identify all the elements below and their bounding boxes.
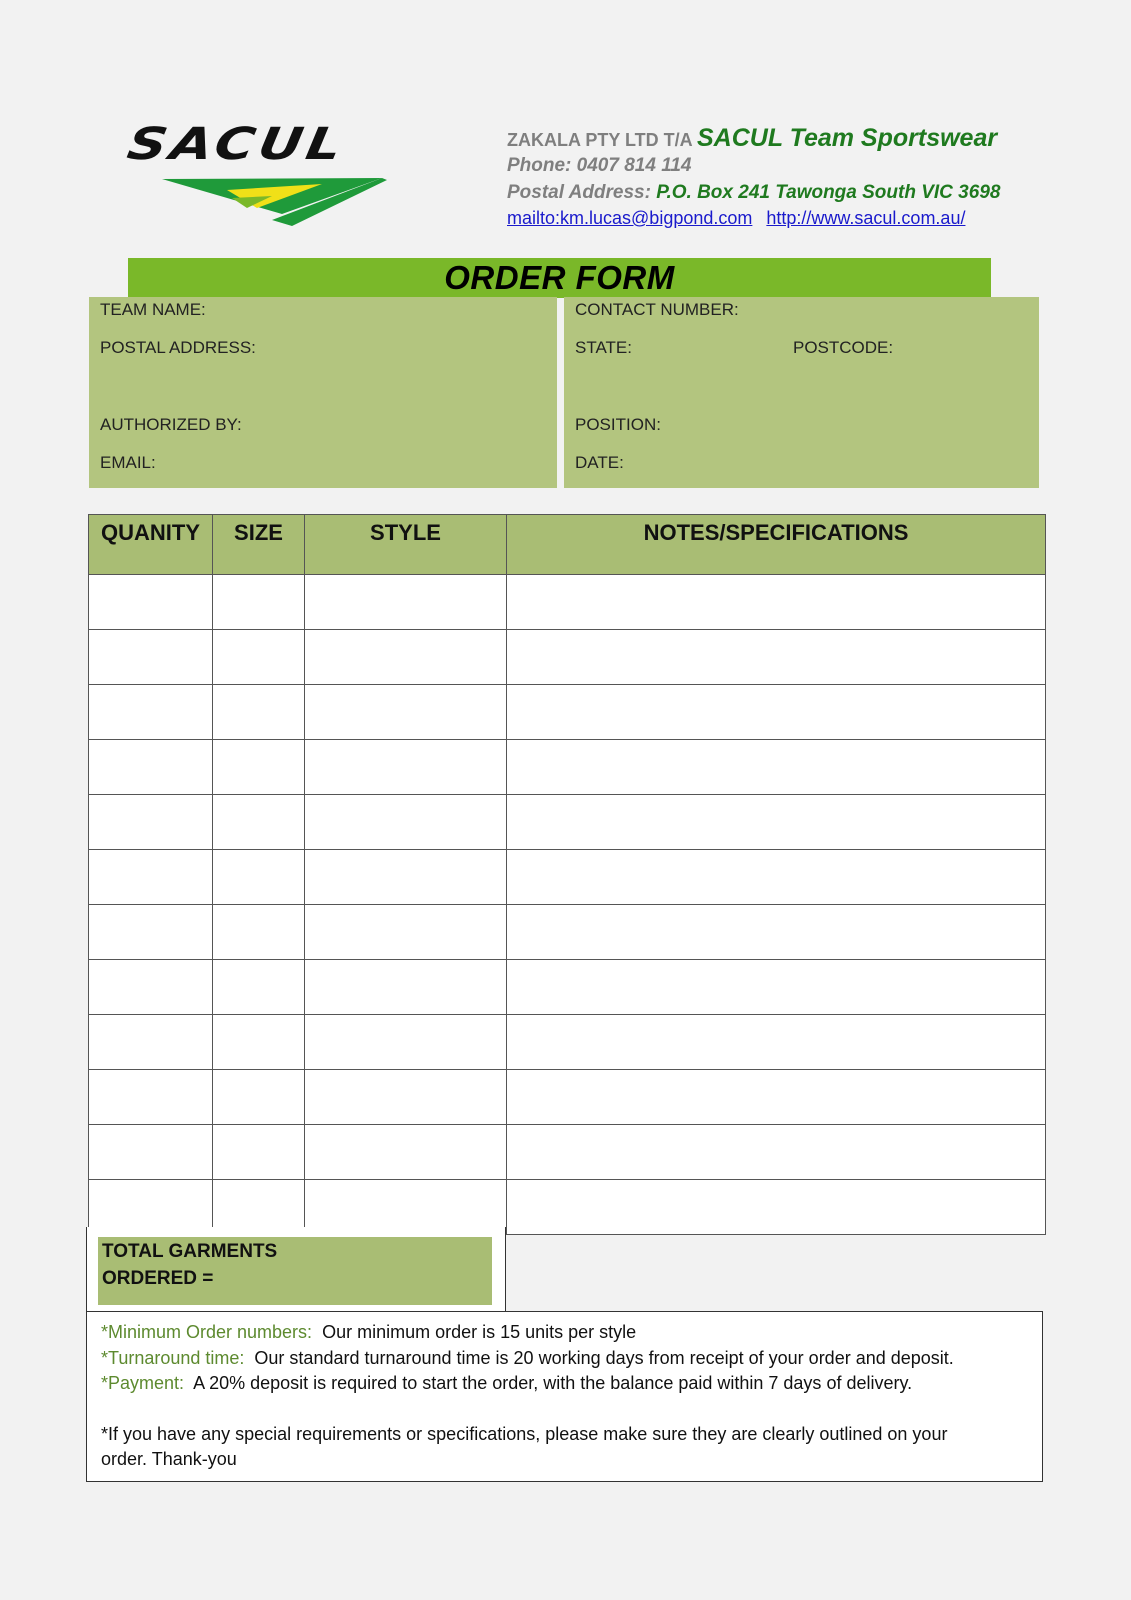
- cell-style[interactable]: [305, 575, 507, 630]
- website-link[interactable]: http://www.sacul.com.au/: [766, 208, 966, 228]
- table-row: [89, 1125, 1046, 1180]
- table-row: [89, 795, 1046, 850]
- cell-size[interactable]: [213, 1015, 305, 1070]
- cell-style[interactable]: [305, 630, 507, 685]
- cell-size[interactable]: [213, 740, 305, 795]
- state-field[interactable]: STATE:: [575, 338, 632, 357]
- cell-style[interactable]: [305, 905, 507, 960]
- logo-wordmark: SACUL: [123, 117, 350, 170]
- cell-notes[interactable]: [507, 575, 1046, 630]
- note-payment-text: A 20% deposit is required to start the order, with the balance paid within 7 days of delivery.: [193, 1373, 913, 1393]
- cell-size[interactable]: [213, 1070, 305, 1125]
- company-phone: Phone: 0407 814 114: [507, 155, 692, 176]
- cell-size[interactable]: [213, 960, 305, 1015]
- note-payment: [101, 1373, 912, 1394]
- cell-style[interactable]: [305, 1070, 507, 1125]
- cell-style[interactable]: [305, 960, 507, 1015]
- table-row: [89, 575, 1046, 630]
- cell-notes[interactable]: [507, 1015, 1046, 1070]
- cell-quantity[interactable]: [89, 960, 213, 1015]
- cell-quantity[interactable]: [89, 905, 213, 960]
- header-style: STYLE: [305, 515, 507, 575]
- cell-size[interactable]: [213, 795, 305, 850]
- cell-notes[interactable]: [507, 795, 1046, 850]
- company-name-line: [507, 124, 1107, 153]
- note-turnaround-text: Our standard turnaround time is 20 working days from receipt of your order and deposit.: [254, 1348, 954, 1368]
- email-link[interactable]: mailto:km.lucas@bigpond.com: [507, 208, 753, 228]
- date-field[interactable]: DATE:: [575, 453, 624, 472]
- table-row: [89, 960, 1046, 1015]
- note-payment-label: *Payment:: [101, 1373, 185, 1393]
- table-row: [89, 685, 1046, 740]
- team-name-field[interactable]: TEAM NAME:: [100, 300, 206, 319]
- cell-notes[interactable]: [507, 685, 1046, 740]
- cell-notes[interactable]: [507, 740, 1046, 795]
- email-field[interactable]: EMAIL:: [100, 453, 156, 472]
- cell-quantity[interactable]: [89, 575, 213, 630]
- cell-size[interactable]: [213, 575, 305, 630]
- position-field[interactable]: POSITION:: [575, 415, 661, 434]
- cell-notes[interactable]: [507, 1180, 1046, 1235]
- cell-quantity[interactable]: [89, 1125, 213, 1180]
- table-row: [89, 740, 1046, 795]
- note-minimum-label: *Minimum Order numbers:: [101, 1322, 313, 1342]
- table-row: [89, 1015, 1046, 1070]
- order-notes: [86, 1311, 1043, 1482]
- cell-style[interactable]: [305, 850, 507, 905]
- company-info: [507, 124, 1107, 229]
- note-turnaround-label: *Turnaround time:: [101, 1348, 245, 1368]
- total-label-line2: ORDERED =: [102, 1268, 214, 1289]
- postal-address-field[interactable]: POSTAL ADDRESS:: [100, 338, 256, 357]
- note-minimum: [101, 1322, 636, 1343]
- cell-size[interactable]: [213, 1125, 305, 1180]
- cell-quantity[interactable]: [89, 850, 213, 905]
- cell-notes[interactable]: [507, 960, 1046, 1015]
- logo-swoosh-icon: [132, 174, 444, 234]
- total-garments-field[interactable]: [98, 1237, 492, 1305]
- order-form-title: ORDER FORM: [128, 258, 991, 298]
- cell-style[interactable]: [305, 1015, 507, 1070]
- total-box: [86, 1227, 506, 1312]
- customer-info-panel: [89, 297, 557, 488]
- cell-notes[interactable]: [507, 905, 1046, 960]
- cell-size[interactable]: [213, 685, 305, 740]
- cell-quantity[interactable]: [89, 1015, 213, 1070]
- postal-value: P.O. Box 241 Tawonga South VIC 3698: [656, 182, 1001, 203]
- cell-style[interactable]: [305, 685, 507, 740]
- cell-size[interactable]: [213, 905, 305, 960]
- table-row: [89, 850, 1046, 905]
- company-brand: SACUL Team Sportswear: [697, 124, 998, 152]
- company-links: [507, 208, 1107, 229]
- cell-style[interactable]: [305, 740, 507, 795]
- postcode-field[interactable]: POSTCODE:: [793, 338, 894, 357]
- cell-size[interactable]: [213, 850, 305, 905]
- note-special-line2: order. Thank-you: [101, 1449, 237, 1469]
- cell-style[interactable]: [305, 1125, 507, 1180]
- contact-info-panel: [564, 297, 1039, 488]
- total-label-line1: TOTAL GARMENTS: [102, 1241, 278, 1262]
- cell-notes[interactable]: [507, 1125, 1046, 1180]
- cell-style[interactable]: [305, 795, 507, 850]
- table-header-row: [89, 515, 1046, 575]
- cell-notes[interactable]: [507, 630, 1046, 685]
- company-prefix: ZAKALA PTY LTD T/A: [507, 130, 692, 150]
- postal-label: Postal Address:: [507, 182, 651, 203]
- cell-quantity[interactable]: [89, 1070, 213, 1125]
- note-special-line1: *If you have any special requirements or specifications, please make sure they are clearly outlined on your: [101, 1424, 948, 1444]
- table-row: [89, 1070, 1046, 1125]
- note-turnaround: [101, 1348, 954, 1369]
- order-table-body: [89, 575, 1046, 1235]
- header-quantity: QUANITY: [89, 515, 213, 575]
- cell-notes[interactable]: [507, 850, 1046, 905]
- company-postal: [507, 182, 1107, 204]
- cell-size[interactable]: [213, 630, 305, 685]
- table-row: [89, 905, 1046, 960]
- header-notes: NOTES/SPECIFICATIONS: [507, 515, 1046, 575]
- order-table: [88, 514, 1046, 1235]
- table-row: [89, 630, 1046, 685]
- contact-number-field[interactable]: CONTACT NUMBER:: [575, 300, 739, 319]
- cell-notes[interactable]: [507, 1070, 1046, 1125]
- sacul-logo: [123, 117, 444, 234]
- header-size: SIZE: [213, 515, 305, 575]
- cell-quantity[interactable]: [89, 685, 213, 740]
- note-minimum-text: Our minimum order is 15 units per style: [322, 1322, 637, 1342]
- authorized-by-field[interactable]: AUTHORIZED BY:: [100, 415, 242, 434]
- cell-quantity[interactable]: [89, 795, 213, 850]
- cell-quantity[interactable]: [89, 630, 213, 685]
- cell-quantity[interactable]: [89, 740, 213, 795]
